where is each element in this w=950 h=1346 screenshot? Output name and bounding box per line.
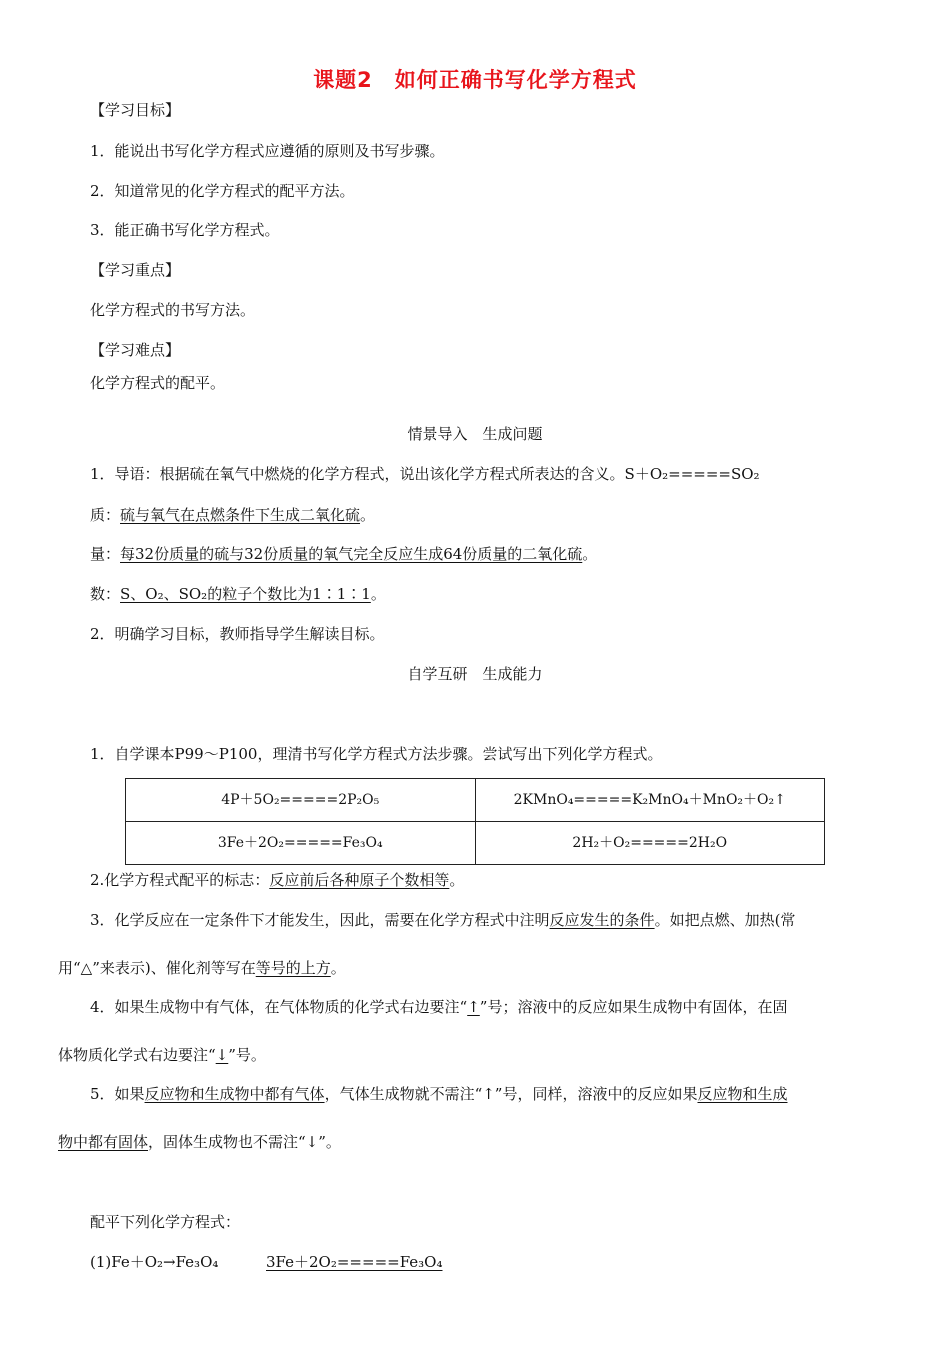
q2-label: 2.化学方程式配平的标志：	[90, 871, 270, 889]
qualitative-end: 。	[360, 506, 376, 524]
table-cell: 2KMnO₄=====K₂MnO₄＋MnO₂＋O₂↑	[475, 779, 825, 822]
q4-answer-1: ↑	[467, 998, 480, 1016]
q5-part-3: ，固体生成物也不需注“↓”。	[148, 1133, 341, 1151]
q5-part-2: ，气体生成物就不需注“↑”号，同样，溶液中的反应如果	[324, 1085, 698, 1103]
goal-item-1: 1．能说出书写化学方程式应遵循的原则及书写步骤。	[90, 142, 445, 160]
quantitative-label: 量：	[90, 545, 121, 563]
q5-part-1: 5．如果	[90, 1085, 145, 1103]
q3-answer-2: 等号的上方	[255, 959, 331, 977]
section2-question-5-line-1	[90, 1085, 788, 1103]
section2-question-2	[90, 871, 464, 889]
q5-answer-2a: 反应物和生成	[697, 1085, 788, 1103]
page-title: 课题2 如何正确书写化学方程式	[313, 68, 637, 92]
particle-end: 。	[370, 585, 386, 603]
particle-ratio	[90, 585, 386, 603]
section2-question-3-line-2	[58, 959, 346, 977]
table-cell: 2H₂＋O₂=====2H₂O	[475, 822, 825, 865]
section1-heading: 情景导入 生成问题	[407, 425, 543, 443]
equations-table	[125, 778, 825, 865]
focus-heading: 【学习重点】	[90, 261, 181, 279]
q3-part-2: 。如把点燃、加热(常	[654, 911, 796, 929]
q4-answer-2: ↓	[215, 1046, 229, 1064]
difficulty-heading: 【学习难点】	[90, 341, 181, 359]
focus-text: 化学方程式的书写方法。	[90, 301, 256, 319]
section2-question-4-line-2	[58, 1046, 266, 1064]
goal-item-2: 2．知道常见的化学方程式的配平方法。	[90, 182, 355, 200]
table-row	[126, 822, 825, 865]
balance-item-1-question: (1)Fe＋O₂→Fe₃O₄	[90, 1253, 219, 1271]
balance-item-1-answer: 3Fe＋2O₂=====Fe₃O₄	[266, 1253, 443, 1271]
q3-answer-1: 反应发生的条件	[549, 911, 655, 929]
goals-heading: 【学习目标】	[90, 101, 181, 119]
section2-question-1: 1．自学课本P99～P100，理清书写化学方程式方法步骤。尝试写出下列化学方程式。	[90, 745, 663, 763]
particle-answer: S、O₂、SO₂的粒子个数比为1∶1∶1	[120, 585, 371, 603]
q5-answer-2b: 物中都有固体	[58, 1133, 149, 1151]
section1-question-2: 2．明确学习目标，教师指导学生解读目标。	[90, 625, 385, 643]
q5-answer-1: 反应物和生成物中都有气体	[144, 1085, 325, 1103]
q4-part-1: 4．如果生成物中有气体，在气体物质的化学式右边要注“	[90, 998, 468, 1016]
qualitative-label: 质：	[90, 506, 121, 524]
section2-question-3-line-1	[90, 911, 795, 929]
quantitative-end: 。	[582, 545, 598, 563]
q4-part-3: 体物质化学式右边要注“	[58, 1046, 216, 1064]
q3-part-1: 3．化学反应在一定条件下才能发生，因此，需要在化学方程式中注明	[90, 911, 550, 929]
qualitative-answer: 硫与氧气在点燃条件下生成二氧化硫	[120, 506, 361, 524]
section2-heading: 自学互研 生成能力	[407, 665, 543, 683]
q3-part-3: 用“△”来表示)、催化剂等写在	[58, 959, 256, 977]
q4-part-2: ”号；溶液中的反应如果生成物中有固体，在固	[479, 998, 788, 1016]
table-cell: 3Fe＋2O₂=====Fe₃O₄	[126, 822, 476, 865]
goal-item-3: 3．能正确书写化学方程式。	[90, 221, 280, 239]
section2-question-4-line-1	[90, 998, 787, 1016]
q4-part-4: ”号。	[228, 1046, 266, 1064]
q3-part-4: 。	[330, 959, 346, 977]
section2-question-5-line-2	[58, 1133, 341, 1151]
table-row	[126, 779, 825, 822]
quantitative-answer: 每32份质量的硫与32份质量的氧气完全反应生成64份质量的二氧化硫	[120, 545, 583, 563]
q2-end: 。	[449, 871, 465, 889]
q2-answer: 反应前后各种原子个数相等	[269, 871, 450, 889]
difficulty-text: 化学方程式的配平。	[90, 374, 226, 392]
section1-question-1: 1．导语：根据硫在氧气中燃烧的化学方程式，说出该化学方程式所表达的含义。S＋O₂=====SO₂	[90, 465, 760, 483]
quantitative-meaning	[90, 545, 597, 563]
table-cell: 4P＋5O₂=====2P₂O₅	[126, 779, 476, 822]
particle-label: 数：	[90, 585, 121, 603]
balance-intro: 配平下列化学方程式：	[90, 1213, 241, 1231]
qualitative-meaning	[90, 506, 375, 524]
